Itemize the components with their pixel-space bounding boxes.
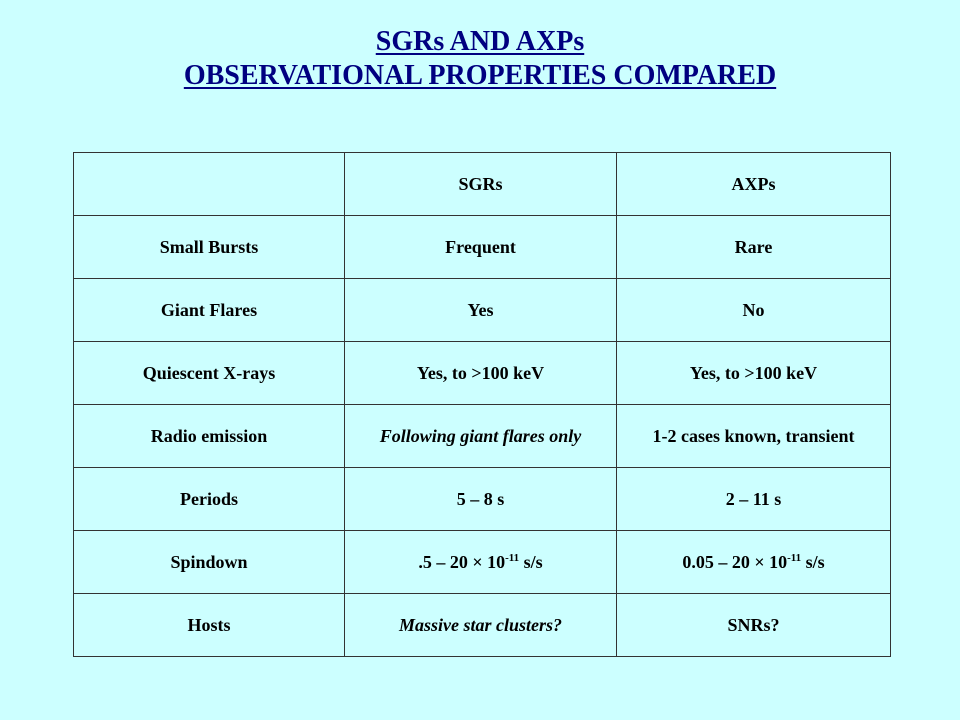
sgr-spindown-exponent: -11 xyxy=(505,552,520,564)
row-label: Small Bursts xyxy=(74,216,345,279)
table-row xyxy=(74,216,891,279)
row-label: Radio emission xyxy=(74,405,345,468)
sgr-value: Following giant flares only xyxy=(345,405,617,468)
sgr-spindown-unit: s/s xyxy=(519,552,543,572)
table-row xyxy=(74,468,891,531)
sgr-value xyxy=(345,531,617,594)
axp-value xyxy=(617,531,891,594)
axp-value: No xyxy=(617,279,891,342)
table-row xyxy=(74,342,891,405)
sgr-spindown-base: .5 – 20 × 10 xyxy=(418,552,506,572)
row-label: Quiescent X-rays xyxy=(74,342,345,405)
title-line-1: SGRs AND AXPs xyxy=(375,26,585,57)
table-row xyxy=(74,594,891,657)
axp-value: 2 – 11 s xyxy=(617,468,891,531)
row-label: Periods xyxy=(74,468,345,531)
sgr-value: Massive star clusters? xyxy=(345,594,617,657)
row-label: Giant Flares xyxy=(74,279,345,342)
comparison-table xyxy=(73,152,891,657)
table-row xyxy=(74,531,891,594)
axp-value: 1-2 cases known, transient xyxy=(617,405,891,468)
axp-spindown-exponent: -11 xyxy=(787,552,802,564)
row-label: Hosts xyxy=(74,594,345,657)
sgr-value: Yes, to >100 keV xyxy=(345,342,617,405)
axp-value: SNRs? xyxy=(617,594,891,657)
axp-spindown-unit: s/s xyxy=(801,552,825,572)
header-cell-empty xyxy=(74,153,345,216)
axp-spindown-base: 0.05 – 20 × 10 xyxy=(682,552,788,572)
header-cell-sgrs: SGRs xyxy=(345,153,617,216)
axp-value: Yes, to >100 keV xyxy=(617,342,891,405)
sgr-value: Yes xyxy=(345,279,617,342)
sgr-value: 5 – 8 s xyxy=(345,468,617,531)
sgr-value: Frequent xyxy=(345,216,617,279)
slide-title xyxy=(0,25,960,93)
table-row xyxy=(74,279,891,342)
axp-value: Rare xyxy=(617,216,891,279)
row-label: Spindown xyxy=(74,531,345,594)
table-row xyxy=(74,405,891,468)
title-line-2: OBSERVATIONAL PROPERTIES COMPARED xyxy=(183,60,777,91)
header-cell-axps: AXPs xyxy=(617,153,891,216)
table-header-row xyxy=(74,153,891,216)
